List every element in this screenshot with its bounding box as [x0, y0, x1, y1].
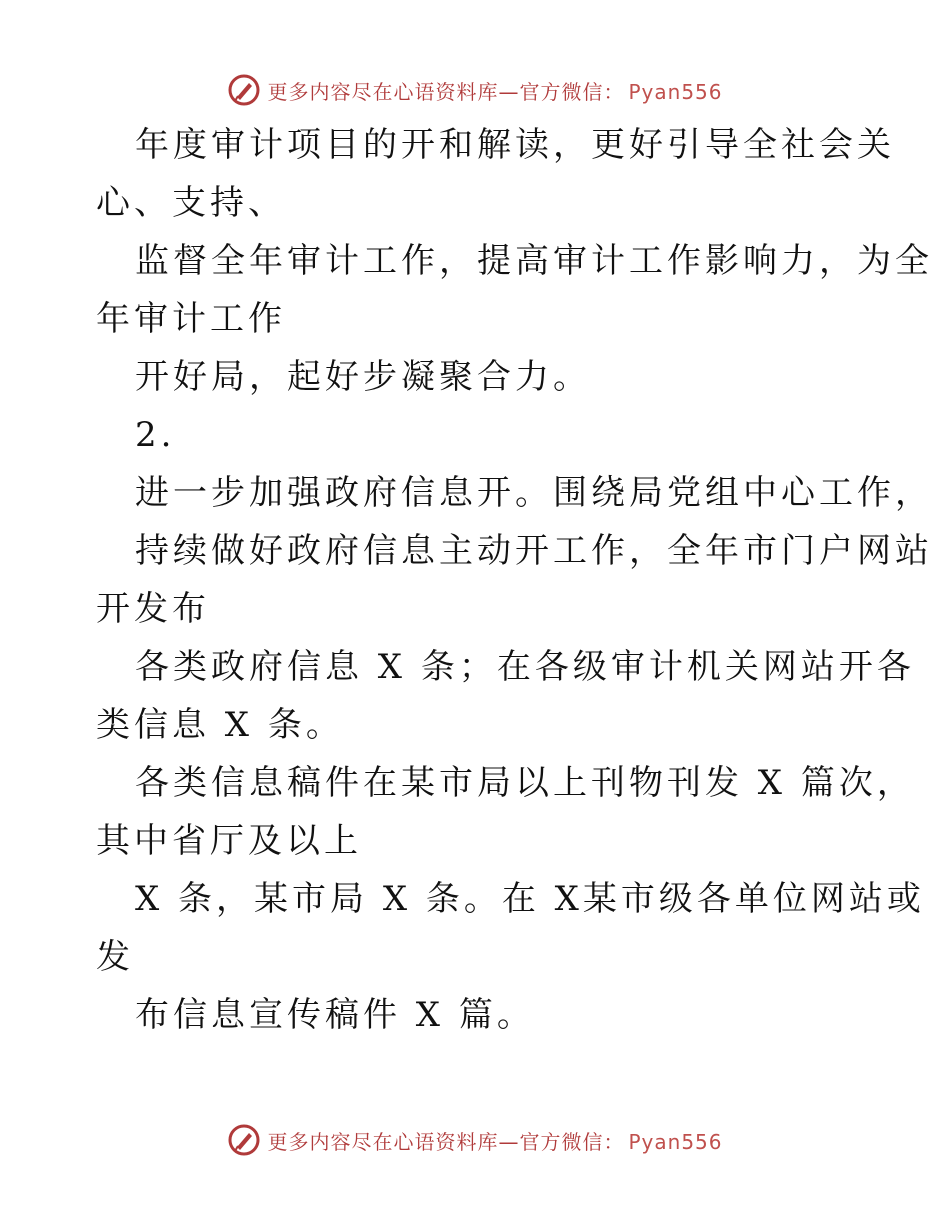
paragraph-line: 类信息 X 条。: [96, 705, 344, 745]
section-number: 2.: [135, 415, 176, 455]
paragraph-line: 心、支持、: [96, 183, 286, 223]
paragraph-line: 各类信息稿件在某市局以上刊物刊发 X 篇次，: [135, 763, 915, 803]
paragraph-line: 年审计工作: [96, 299, 286, 339]
paragraph-line: 持续做好政府信息主动开工作，全年市门户网站: [135, 531, 933, 571]
paragraph-line: 发: [96, 937, 134, 977]
paragraph-line: 年度审计项目的开和解读，更好引导全社会关: [135, 125, 895, 165]
watermark-text: 更多内容尽在心语资料库—官方微信： Pyan556: [267, 79, 723, 104]
paragraph-line: 开好局，起好步凝聚合力。: [135, 357, 591, 397]
paragraph-line: X 条，某市局 X 条。在 X某市级各单位网站或: [135, 879, 925, 919]
paragraph-line: 布信息宣传稿件 X 篇。: [135, 995, 535, 1035]
paragraph-line: 进一步加强政府信息开。围绕局党组中心工作，: [135, 473, 933, 513]
watermark-text: 更多内容尽在心语资料库—官方微信： Pyan556: [267, 1129, 723, 1154]
paragraph-line: 开发布: [96, 589, 210, 629]
watermark-wechat-id: Pyan556: [628, 1129, 723, 1154]
watermark-wechat-id: Pyan556: [628, 79, 723, 104]
pen-logo-icon: [227, 73, 261, 107]
paragraph-line: 其中省厅及以上: [96, 821, 362, 861]
paragraph-line: 监督全年审计工作，提高审计工作影响力，为全: [135, 241, 933, 281]
paragraph-line: 各类政府信息 X 条；在各级审计机关网站开各: [135, 647, 915, 687]
pen-logo-icon: [227, 1123, 261, 1157]
watermark-header: [0, 70, 950, 110]
watermark-footer: [0, 1120, 950, 1160]
